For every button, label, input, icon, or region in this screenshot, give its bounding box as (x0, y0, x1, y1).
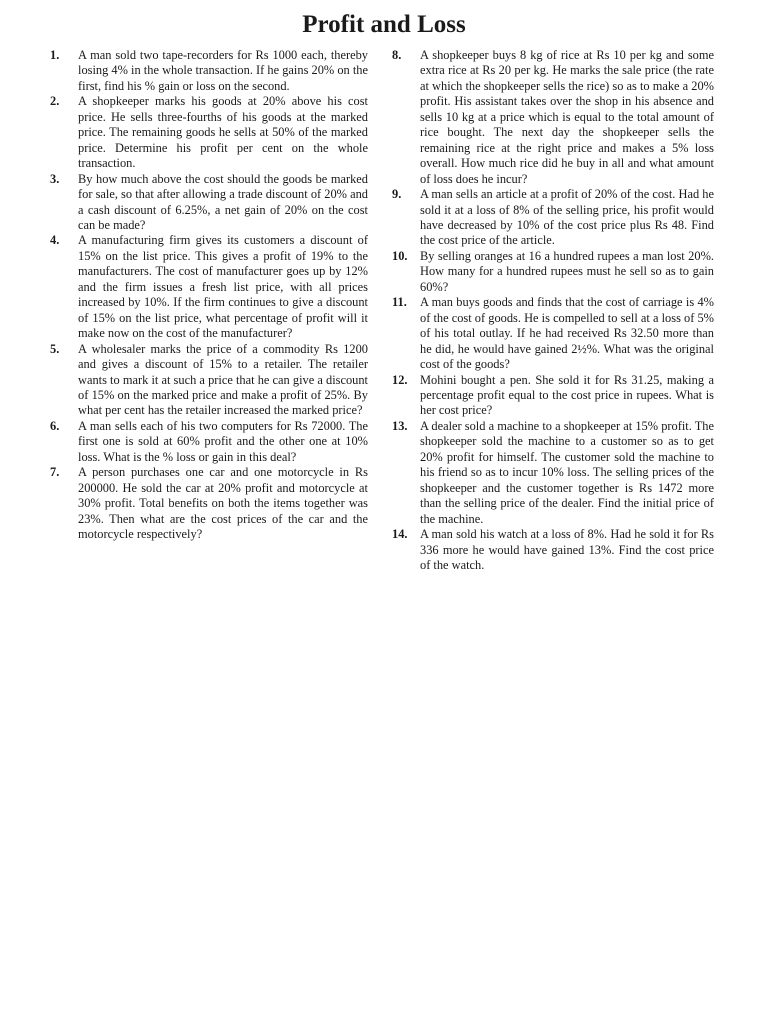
question-1 (50, 48, 368, 94)
question-number: 10. (392, 248, 408, 263)
question-number: 9. (392, 187, 402, 202)
question-text: A man sells each of his two computers for Rs 72000. The first one is sold at 60% profit and the other one at 10% loss. What is the % loss or gain in this deal? (78, 418, 368, 464)
question-number: 1. (50, 48, 60, 62)
question-number: 12. (392, 372, 408, 387)
question-2 (50, 94, 368, 171)
question-9 (392, 187, 714, 249)
question-number: 2. (50, 94, 60, 109)
question-4 (50, 233, 368, 341)
question-13 (392, 419, 714, 527)
question-10 (392, 249, 714, 295)
question-number: 5. (50, 341, 60, 356)
question-11 (392, 295, 714, 372)
question-7 (50, 465, 368, 542)
question-text: A wholesaler marks the price of a commodity Rs 1200 and gives a discount of 15% to a retailer. The retailer wants to mark it at such a price that he can give a discount of 15% on the marked price and make a profit of 25%. By what per cent has the retailer increased the marked price? (78, 341, 368, 418)
question-text: Mohini bought a pen. She sold it for Rs 31.25, making a percentage profit equal to the cost price in rupees. What is her cost price? (420, 372, 714, 418)
question-number: 4. (50, 233, 60, 248)
question-text: A person purchases one car and one motorcycle in Rs 200000. He sold the car at 20% profit and motorcycle at 30% profit. Total benefits on both the items together was 23%. Then what are the cost prices of the car and the motorcycle respectively? (78, 465, 368, 542)
question-number: 13. (392, 418, 408, 433)
question-number: 3. (50, 171, 60, 186)
question-text: A man buys goods and finds that the cost of carriage is 4% of the cost of goods. He is compelled to sell at a loss of 5% of his total outlay. If he had received Rs 32.50 more than he did, he would have gained 2½%. What was the original cost of the goods? (420, 295, 714, 372)
question-12 (392, 373, 714, 419)
question-number: 8. (392, 48, 402, 62)
question-text: A shopkeeper marks his goods at 20% above his cost price. He sells three-fourths of his goods at the marked price. The remaining goods he sells at 50% of the marked price. Determine his profit per cent on the whole transaction. (78, 94, 368, 171)
page-title: Profit and Loss (302, 11, 466, 38)
question-list-right (392, 48, 714, 573)
question-14 (392, 527, 714, 573)
question-text: A man sold his watch at a loss of 8%. Had he sold it for Rs 336 more he would have gained 13%. Find the cost price of the watch. (420, 527, 714, 572)
question-text: By how much above the cost should the goods be marked for sale, so that after allowing a trade discount of 20% and a cash discount of 6.25%, a net gain of 20% on the cost can be made? (78, 171, 368, 232)
question-text: A manufacturing firm gives its customers a discount of 15% on the list price. This gives a profit of 19% to the manufacturers. The cost of manufacturer goes up by 12% and the firm issues a fresh list price, with all prices increased by 10%. If the firm continues to give a discount of 15% on the list price, what percentage of profit will it make now on the cost of the manufacturer? (78, 233, 368, 341)
question-number: 11. (392, 295, 407, 310)
question-3 (50, 172, 368, 234)
question-list-left (50, 48, 368, 543)
question-number: 7. (50, 465, 60, 480)
question-number: 14. (392, 527, 408, 542)
question-text: A man sells an article at a profit of 20% of the cost. Had he sold it at a loss of 8% of the selling price, his profit would have decreased by 10% of the cost price plus Rs 48. Find the cost price of the article. (420, 187, 714, 248)
question-text: By selling oranges at 16 a hundred rupees a man lost 20%. How many for a hundred rupees must he sell so as to gain 60%? (420, 248, 714, 294)
question-8 (392, 48, 714, 187)
question-5 (50, 342, 368, 419)
question-text: A man sold two tape-recorders for Rs 1000 each, thereby losing 4% in the whole transaction. If he gains 20% on the first, find his % gain or loss on the second. (78, 48, 368, 93)
question-number: 6. (50, 418, 60, 433)
question-6 (50, 419, 368, 465)
question-text: A dealer sold a machine to a shopkeeper at 15% profit. The shopkeeper sold the machine to a customer so as to get 20% profit for himself. The customer sold the machine to his friend so as to incur 10% loss. The selling prices of the shopkeeper and the customer together is Rs 1472 more than the selling price of the dealer. Find the initial price of the machine. (420, 418, 714, 526)
question-text: A shopkeeper buys 8 kg of rice at Rs 10 per kg and some extra rice at Rs 20 per kg. He marks the sale price (the rate at which the shopkeeper sells the rice) so as to make a 20% profit. His assistant takes over the shop in his absence and sells 10 kg at a price which is equal to the total amount of rice bought. The next day the shopkeeper sells the remaining rice at the right price and makes a 5% loss overall. How much rice did he buy in all and what amount of loss does he incur? (420, 48, 714, 186)
